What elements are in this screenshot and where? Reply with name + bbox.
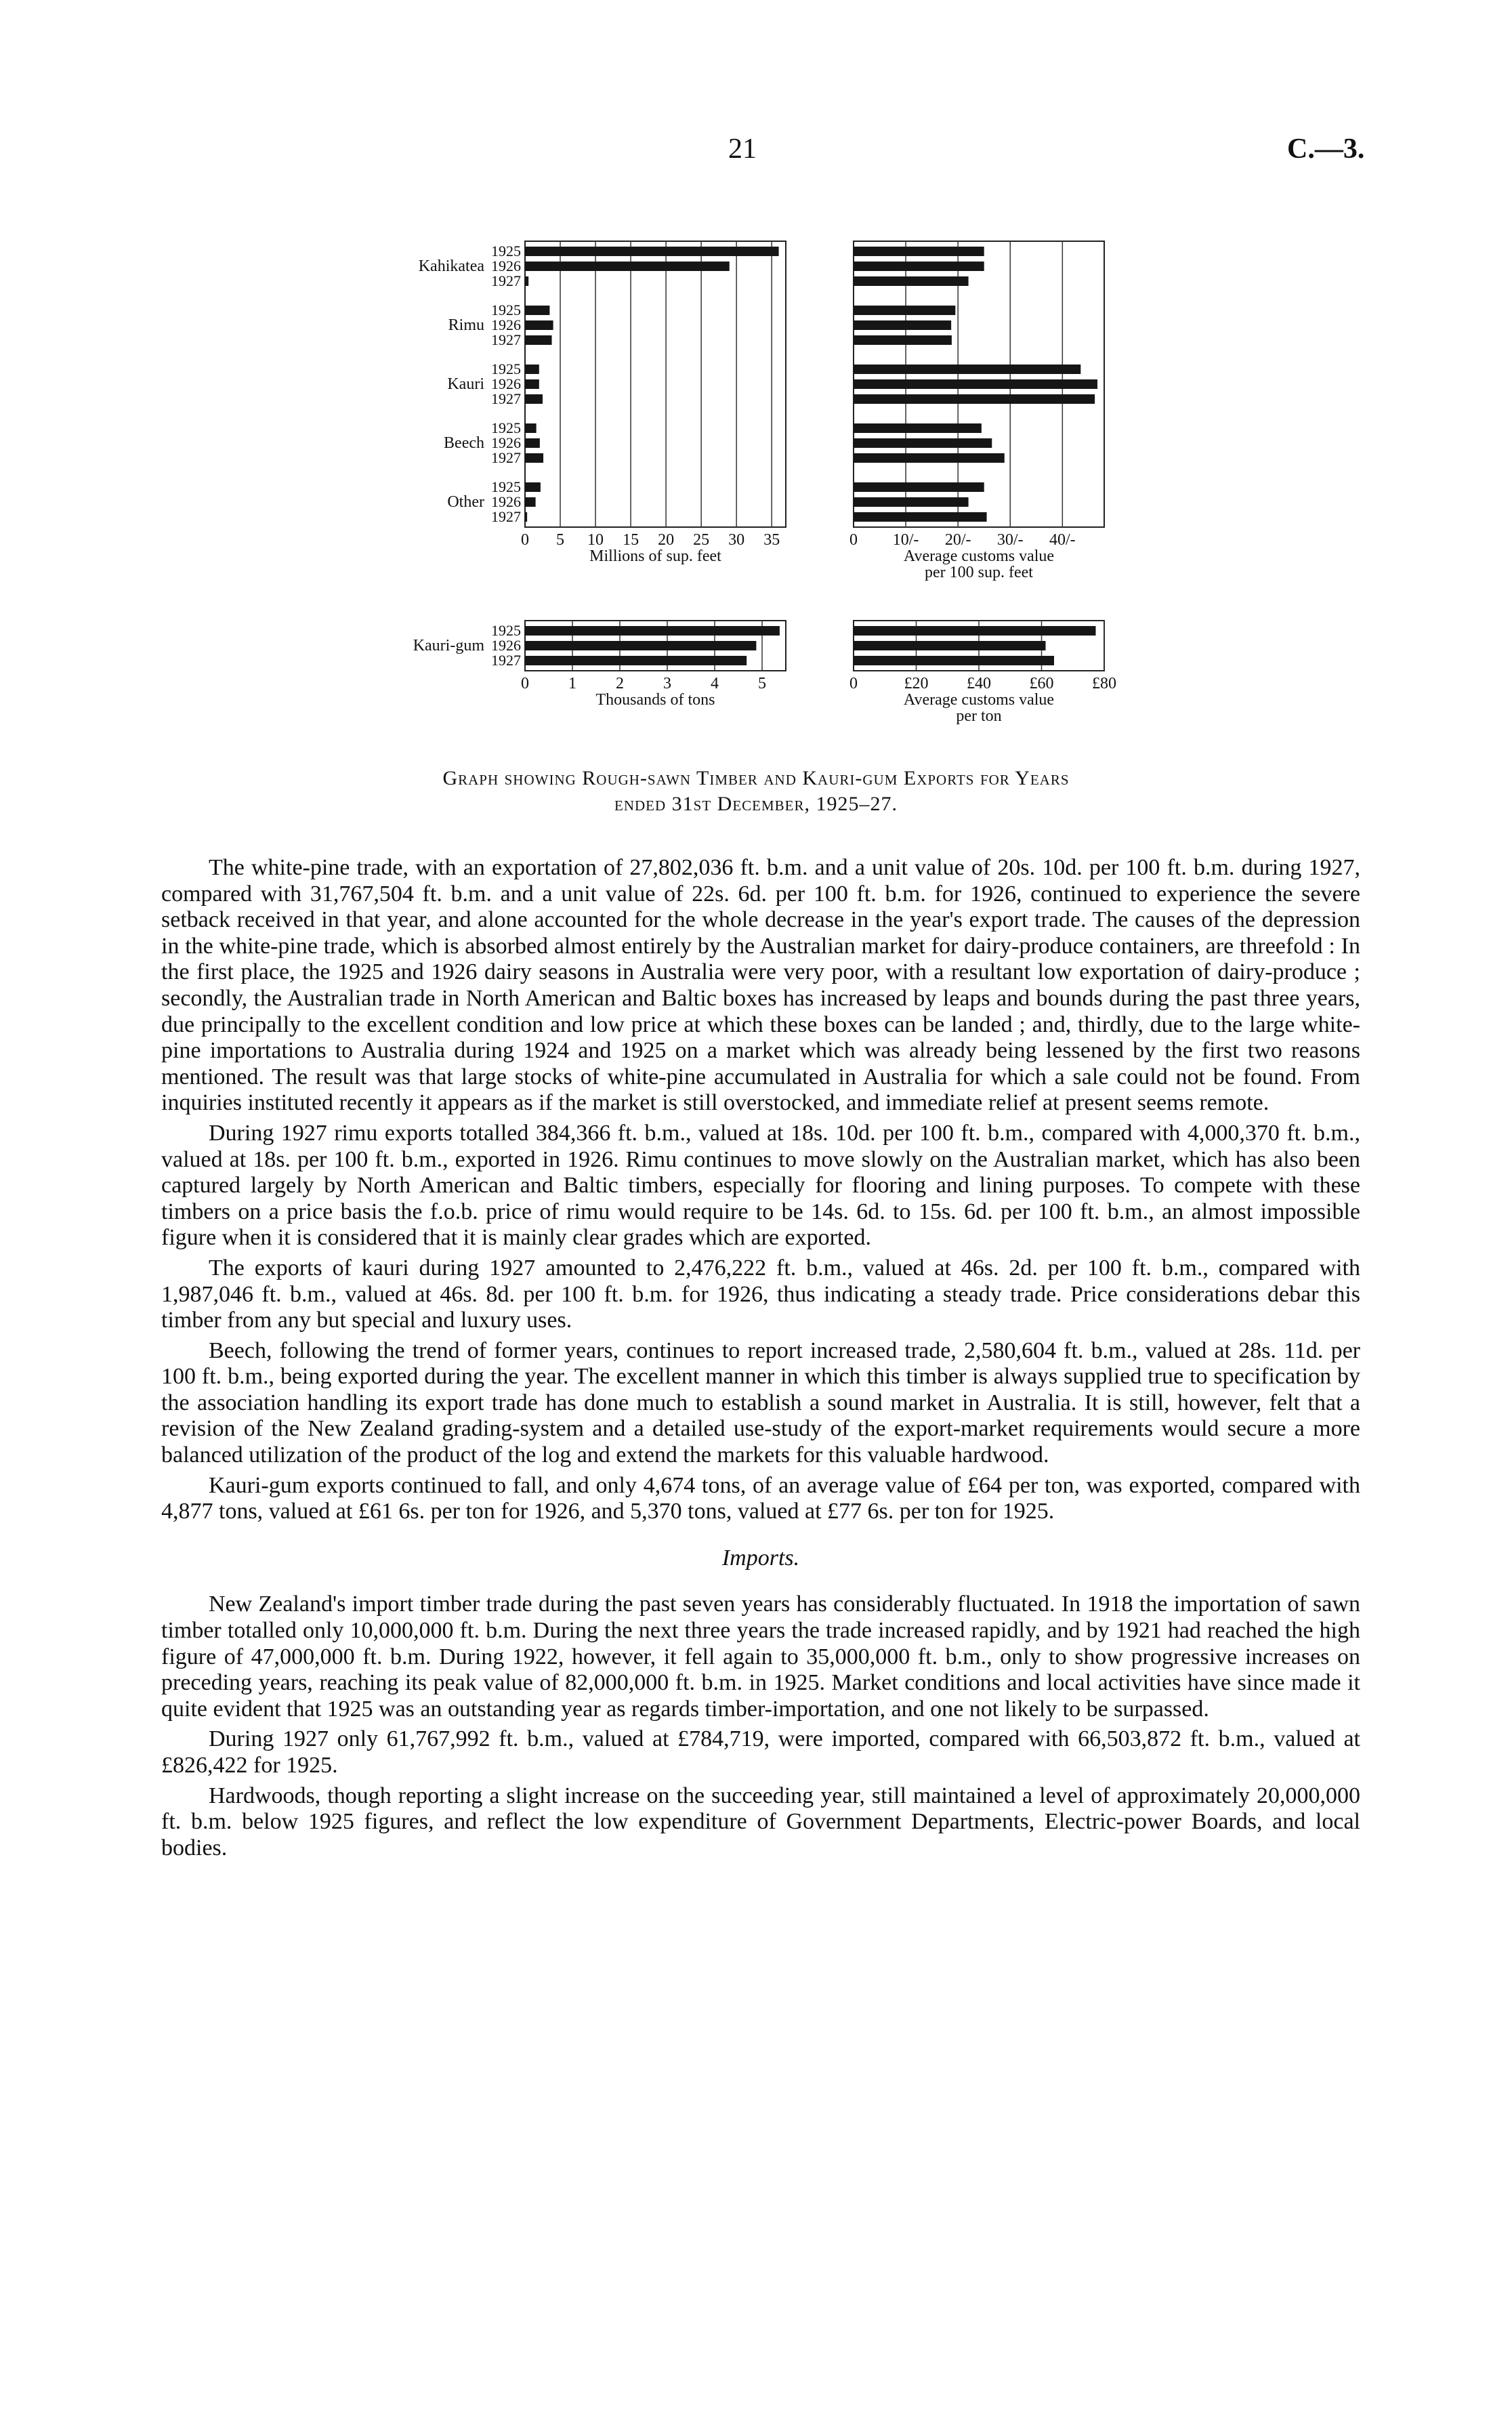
year-label: 1925 <box>491 478 521 495</box>
caption-line-1: Graph showing Rough-sawn Timber and Kauri-gum Exports for Years <box>442 767 1070 789</box>
year-label: 1927 <box>491 331 521 348</box>
imports-heading: Imports. <box>721 1545 800 1571</box>
paragraph-white-pine: The white-pine trade, with an exportation of 27,802,036 ft. b.m. and a unit value of 20s. 10d. per 100 ft. b.m. during 1927, compared with 31,767,504 ft. b.m. and a unit value of 22s. 6d. per 100 ft. b.m. for 1926, continued to experience the severe setback received in that year, and alone accounted for the whole decrease in the year's export trade. The causes of the depression in the white-pine trade, which is absorbed almost entirely by the Australian market for dairy-produce containers, are threefold : In the first place, the 1925 and 1926 dairy seasons in Australia were very poor, with a resultant low exportation of dairy-produce ; secondly, the Australian trade in North American and Baltic boxes has increased by leaps and bounds during the past three years, due principally to the excellent condition and low price at which these boxes can be landed ; and, thirdly, due to the large white-pine importations to Australia during 1924 and 1925 on a market which was already being lessened by the first two reasons mentioned. The result was that large stocks of white-pine accumulated in Australia for which a sale could not be found. From inquiries instituted recently it appears as if the market is still overstocked, and immediate relief at present seems remote. <box>161 855 1360 1116</box>
bar-other-1926 <box>854 497 969 507</box>
caption-line-2: ended 31st December, 1925–27. <box>614 793 898 815</box>
bar-beech-1925 <box>854 423 982 433</box>
year-label: 1926 <box>491 434 521 451</box>
tick-label: 35 <box>763 531 780 549</box>
document-code: C.—3. <box>1287 133 1365 165</box>
bar-other-1925 <box>854 482 984 492</box>
page-number: 21 <box>728 133 757 165</box>
tick-label: £60 <box>1029 675 1054 692</box>
bar-other-1926 <box>525 497 536 507</box>
bar-rimu-1927 <box>854 335 952 345</box>
bar-beech-1927 <box>525 453 543 463</box>
bar-beech-1926 <box>854 438 992 448</box>
bar-rimu-1927 <box>525 335 552 345</box>
tick-label: 0 <box>521 675 529 692</box>
bar-kahikatea-1926 <box>525 262 730 271</box>
axis-label: Average customs value per 100 sup. feet <box>903 547 1055 581</box>
tick-label: 2 <box>616 675 624 692</box>
category-label: Other <box>447 493 484 511</box>
tick-label: 40/- <box>1049 531 1076 549</box>
tick-label: £80 <box>1092 675 1116 692</box>
bar-kauri-gum-1927 <box>854 656 1054 665</box>
year-label: 1925 <box>491 622 521 639</box>
bar-kauri-1927 <box>525 394 543 404</box>
bar-other-1927 <box>525 512 527 522</box>
bar-other-1925 <box>525 482 541 492</box>
tick-label: £20 <box>904 675 929 692</box>
timber-value-chart <box>849 241 1104 581</box>
chart-labels <box>413 243 521 669</box>
year-label: 1925 <box>491 360 521 377</box>
year-label: 1927 <box>491 652 521 669</box>
bar-kauri-1926 <box>525 379 539 389</box>
category-label: Kahikatea <box>418 257 484 275</box>
bar-beech-1925 <box>525 423 537 433</box>
bar-kauri-1926 <box>854 379 1097 389</box>
tick-label: 15 <box>623 531 639 549</box>
plot-frame <box>525 241 786 527</box>
tick-label: 0 <box>521 531 529 549</box>
bar-rimu-1925 <box>525 306 549 315</box>
year-label: 1925 <box>491 301 521 318</box>
tick-label: 3 <box>663 675 671 692</box>
paragraph-kauri: The exports of kauri during 1927 amounted to 2,476,222 ft. b.m., valued at 46s. 2d. per 100 ft. b.m., compared with 1,987,046 ft. b.m., valued at 46s. 8d. per 100 ft. b.m. for 1926, thus indicating a steady trade. Price considerations debar this timber from any but special and luxury uses. <box>161 1255 1360 1333</box>
tick-label: 30 <box>728 531 745 549</box>
axis-label: Average customs value per ton <box>903 691 1055 725</box>
tick-label: 5 <box>556 531 565 549</box>
bar-kahikatea-1925 <box>525 247 779 256</box>
tick-label: 0 <box>849 531 858 549</box>
bar-beech-1926 <box>525 438 540 448</box>
year-label: 1926 <box>491 493 521 510</box>
bar-kahikatea-1927 <box>525 276 528 286</box>
figure-caption <box>203 766 1309 817</box>
tick-label: 5 <box>758 675 766 692</box>
category-label: Beech <box>444 434 484 452</box>
bar-kauri-gum-1926 <box>525 641 756 650</box>
tick-label: 25 <box>693 531 710 549</box>
year-label: 1927 <box>491 508 521 525</box>
year-label: 1927 <box>491 390 521 407</box>
bar-rimu-1925 <box>854 306 955 315</box>
paragraph-beech: Beech, following the trend of former years, continues to report increased trade, 2,580,604 ft. b.m., valued at 28s. 11d. per 100 ft. b.m., being exported during the year. The excellent manner in which this timber is always supplied true to specification by the association handling its export trade has done much to establish a sound market in Australia. It is still, however, felt that a revision of the New Zealand grading-system and a detailed use-study of the export-market requirements would secure a more balanced utilization of the product of the log and extend the markets for this valuable hardwood. <box>161 1337 1360 1468</box>
bar-rimu-1926 <box>525 320 553 330</box>
tick-label: 4 <box>711 675 719 692</box>
bar-kauri-gum-1926 <box>854 641 1046 650</box>
kauri-gum-value-chart <box>849 621 1116 725</box>
bar-kauri-1925 <box>854 365 1080 374</box>
bar-rimu-1926 <box>854 320 951 330</box>
year-label: 1926 <box>491 257 521 274</box>
kauri-gum-volume-chart <box>521 621 786 709</box>
tick-label: 1 <box>568 675 576 692</box>
year-label: 1927 <box>491 272 521 289</box>
axis-label: Thousands of tons <box>595 691 715 709</box>
paragraph-imports-1927: During 1927 only 61,767,992 ft. b.m., valued at £784,719, were imported, compared with 66,503,872 ft. b.m., valued at £826,422 for 1925. <box>161 1726 1360 1778</box>
bar-kauri-1925 <box>525 365 539 374</box>
bar-kahikatea-1925 <box>854 247 984 256</box>
category-label: Kauri-gum <box>413 637 484 654</box>
category-label: Rimu <box>448 316 484 334</box>
bar-kauri-1927 <box>854 394 1095 404</box>
bar-beech-1927 <box>854 453 1005 463</box>
bar-other-1927 <box>854 512 987 522</box>
paragraph-hardwoods: Hardwoods, though reporting a slight increase on the succeeding year, still maintained a level of approximately 20,000,000 ft. b.m. below 1925 figures, and reflect the low expenditure of Government Departments, Electric-power Boards, and local bodies. <box>161 1783 1360 1860</box>
year-label: 1927 <box>491 449 521 466</box>
paragraph-kauri-gum: Kauri-gum exports continued to fall, and only 4,674 tons, of an average value of £64 per ton, was exported, compared with 4,877 tons, valued at £61 6s. per ton for 1926, and 5,370 tons, valued at £77 6s. per ton for 1925. <box>161 1472 1360 1524</box>
export-graph <box>352 234 1138 762</box>
bar-kahikatea-1926 <box>854 262 984 271</box>
tick-label: 30/- <box>996 531 1024 549</box>
tick-label: 20/- <box>944 531 971 549</box>
year-label: 1926 <box>491 316 521 333</box>
tick-label: 0 <box>849 675 858 692</box>
year-label: 1926 <box>491 637 521 654</box>
paragraph-imports: New Zealand's import timber trade during the past seven years has considerably fluctuated. In 1918 the importation of sawn timber totalled only 10,000,000 ft. b.m. During the next three years the trade increased rapidly, and by 1921 had reached the high figure of 47,000,000 ft. b.m. During 1922, however, it fell again to 35,000,000 ft. b.m., only to show progressive increases on preceding years, reaching its peak value of 82,000,000 ft. b.m. in 1925. Market conditions and local activities have since made it quite evident that 1925 was an outstanding year as regards timber-importation, and one not likely to be surpassed. <box>161 1592 1360 1722</box>
bar-kahikatea-1927 <box>854 276 969 286</box>
paragraph-rimu: During 1927 rimu exports totalled 384,366 ft. b.m., valued at 18s. 10d. per 100 ft. b.m., compared with 4,000,370 ft. b.m., valued at 18s. per 100 ft. b.m., exported in 1926. Rimu continues to move slowly on the Australian market, which has also been captured largely by North American and Baltic timbers, especially for flooring and lining purposes. To compete with these timbers on a price basis the f.o.b. price of rimu would require to be 14s. 6d. to 15s. 6d. per 100 ft. b.m., an almost impossible figure when it is considered that it is mainly clear grades which are exported. <box>161 1120 1360 1251</box>
tick-label: 10 <box>587 531 604 549</box>
tick-label: £40 <box>967 675 991 692</box>
year-label: 1926 <box>491 375 521 392</box>
tick-label: 10/- <box>892 531 919 549</box>
timber-volume-chart <box>521 241 786 565</box>
bar-kauri-gum-1925 <box>854 626 1096 636</box>
category-label: Kauri <box>447 375 484 393</box>
year-label: 1925 <box>491 243 521 259</box>
axis-label: Millions of sup. feet <box>589 547 721 565</box>
bar-kauri-gum-1925 <box>525 626 780 636</box>
body-text <box>161 855 1360 1865</box>
year-label: 1925 <box>491 419 521 436</box>
tick-label: 20 <box>658 531 675 549</box>
bar-kauri-gum-1927 <box>525 656 747 665</box>
